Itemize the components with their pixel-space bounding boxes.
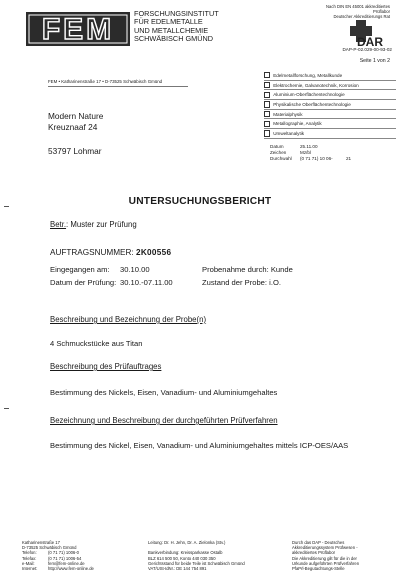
condition-label: Zustand der Probe: (202, 278, 268, 287)
department-checklist (264, 71, 396, 139)
received-label: Eingegangen am: (50, 265, 110, 274)
fem-logo-text: FEM (41, 13, 115, 46)
department-label: Aluminium-Oberflächentechnologie (273, 92, 345, 98)
seal-text: DAR (357, 35, 383, 49)
fold-mark (4, 408, 9, 409)
section-body: 4 Schmuckstücke aus Titan (50, 339, 143, 348)
test-date-label: Datum der Prüfung: (50, 278, 117, 287)
footer-line: Akkreditierungssystem Prüfwesen - (292, 545, 358, 551)
footer-line: Durch das DAP - Deutsches (292, 540, 345, 545)
recipient-street: Kreuznaaf 24 (48, 122, 98, 132)
sampling-label: Probenahme durch: (202, 265, 269, 274)
report-title: UNTERSUCHUNGSBERICHT (128, 196, 272, 207)
footer-contact (22, 540, 94, 571)
condition-value: i.O. (269, 278, 281, 287)
received-row (50, 265, 150, 274)
footer-line: Leitung: Dr. H. Jehn, Dr. A. Zielonka (Stv.) (148, 540, 226, 545)
footer-row: Internet: http://www.fem-online.de (22, 566, 94, 572)
department-label: Physikalische Oberflächentechnologie (273, 101, 351, 107)
footer-line: VAT/USt-IdNr.: DE 144 754 891 (148, 566, 207, 571)
department-item (264, 81, 396, 91)
department-item (264, 71, 396, 81)
footer-line: Gerichtsstand für beide Teile ist Schwäbisch Gmünd (148, 560, 245, 566)
department-label: Umweltanalytik (273, 130, 305, 136)
sampling-row (202, 265, 293, 274)
section-body: Bestimmung des Nickel, Eisen, Vanadium- und Aluminiumgehaltes mittels ICP-OES/AAS (50, 441, 349, 450)
footer-line: BLZ 614 500 50, Konto 440 030 350 (148, 555, 216, 561)
institute-line-4: SCHWÄBISCH GMÜND (134, 34, 214, 44)
footer-line: Bankverbindung: Kreissparkasse Ostalb (148, 550, 223, 556)
seal-caption-line-2: Deutscher Akkreditierungs Rat (333, 14, 390, 20)
subject-value: : Muster zur Prüfung (66, 220, 137, 229)
footer-line: akkreditiertes Prüflabor (292, 550, 336, 556)
footer-row: Telefax: (0 71 71) 1006-54 (22, 555, 82, 561)
dar-seal-icon (326, 6, 390, 50)
checkbox-icon (264, 72, 270, 78)
footer-line: Urkunde aufgeführten Prüfverfahren (292, 560, 360, 566)
order-number: 2K00556 (135, 248, 172, 257)
checkbox-icon (264, 101, 270, 107)
department-label: Elektrochemie, Galvanotechnik, Korrosion (273, 82, 359, 88)
checkbox-icon (264, 121, 270, 127)
date-label: Datum (270, 144, 284, 149)
phone-row (270, 156, 351, 162)
institute-line-3: UND METALLCHEMIE (134, 25, 209, 35)
test-date-row (50, 278, 173, 287)
checkbox-icon (264, 111, 270, 117)
institute-line-2: FÜR EDELMETALLE (134, 17, 203, 27)
recipient-name: Modern Nature (48, 111, 104, 121)
fem-logo (26, 12, 130, 46)
footer-city: D-73525 Schwäbisch Gmünd (22, 545, 77, 551)
sender-address-line: FEM • Katharinenstraße 17 • D-73525 Schwäbisch Gmünd (48, 79, 163, 84)
department-item (264, 129, 396, 139)
department-label: Metallographie, Analytik (273, 121, 322, 127)
condition-row (202, 278, 281, 287)
recipient-city: 53797 Lohmar (48, 146, 102, 156)
subject-line (50, 220, 137, 229)
order-label: AUFTRAGSNUMMER: (50, 248, 134, 257)
department-item (264, 100, 396, 110)
checkbox-icon (264, 82, 270, 88)
department-label: Edelmetallforschung, Metallkunde (273, 72, 343, 78)
department-label: Materialphysik (273, 111, 303, 117)
sampling-value: Kunde (270, 265, 293, 274)
footer-line: Die Akkreditierung gilt für die in der (292, 555, 357, 561)
phone-value: (0 71 71) 10 06- (300, 156, 333, 162)
received-value: 30.10.00 (120, 265, 150, 274)
section-heading: Beschreibung des Prüfauftrages (50, 362, 162, 371)
department-item (264, 110, 396, 120)
footer-line: PfaPrl-Begutachtungs-Stelle (292, 566, 345, 572)
recipient-address (48, 111, 103, 133)
test-date-value: 30.10.-07.11.00 (120, 278, 173, 287)
section-heading: Bezeichnung und Beschreibung der durchgeführten Prüfverfahren (50, 416, 278, 425)
department-item (264, 90, 396, 100)
sender-divider (48, 86, 188, 87)
page-indicator: Seite 1 von 2 (359, 58, 390, 64)
institute-line-1: FORSCHUNGSINSTITUT (134, 9, 219, 18)
footer-row: e-Mail: fem@fem-online.de (22, 560, 85, 566)
department-item (264, 119, 396, 129)
sign-value: Mz/bl (300, 150, 311, 156)
section-heading: Beschreibung und Bezeichnung der Probe(n) (50, 315, 207, 324)
phone-label: Durchwahl (270, 156, 292, 162)
checkbox-icon (264, 130, 270, 136)
dap-code: DAP-P-02.029-00-93-02 (342, 47, 392, 52)
footer-row: Telefon: (0 71 71) 1006-0 (22, 550, 79, 556)
institute-name (134, 10, 264, 44)
order-number-line (50, 248, 171, 257)
footer-management (148, 540, 245, 571)
checkbox-icon (264, 92, 270, 98)
date-value: 25.11.00 (300, 144, 318, 149)
reference-block (270, 144, 351, 163)
phone-extension: 21 (346, 156, 352, 162)
seal-caption-line-1: Nach DIN EN 45001 akkreditiertes Prüflabor (326, 4, 391, 15)
footer-street: Katharinenstraße 17 (22, 540, 60, 545)
section-body: Bestimmung des Nickels, Eisen, Vanadium- und Aluminiumgehaltes (50, 388, 278, 397)
subject-label: Betr. (50, 220, 67, 229)
footer-accreditation (292, 540, 359, 571)
sign-label: Zeichen (270, 150, 287, 156)
